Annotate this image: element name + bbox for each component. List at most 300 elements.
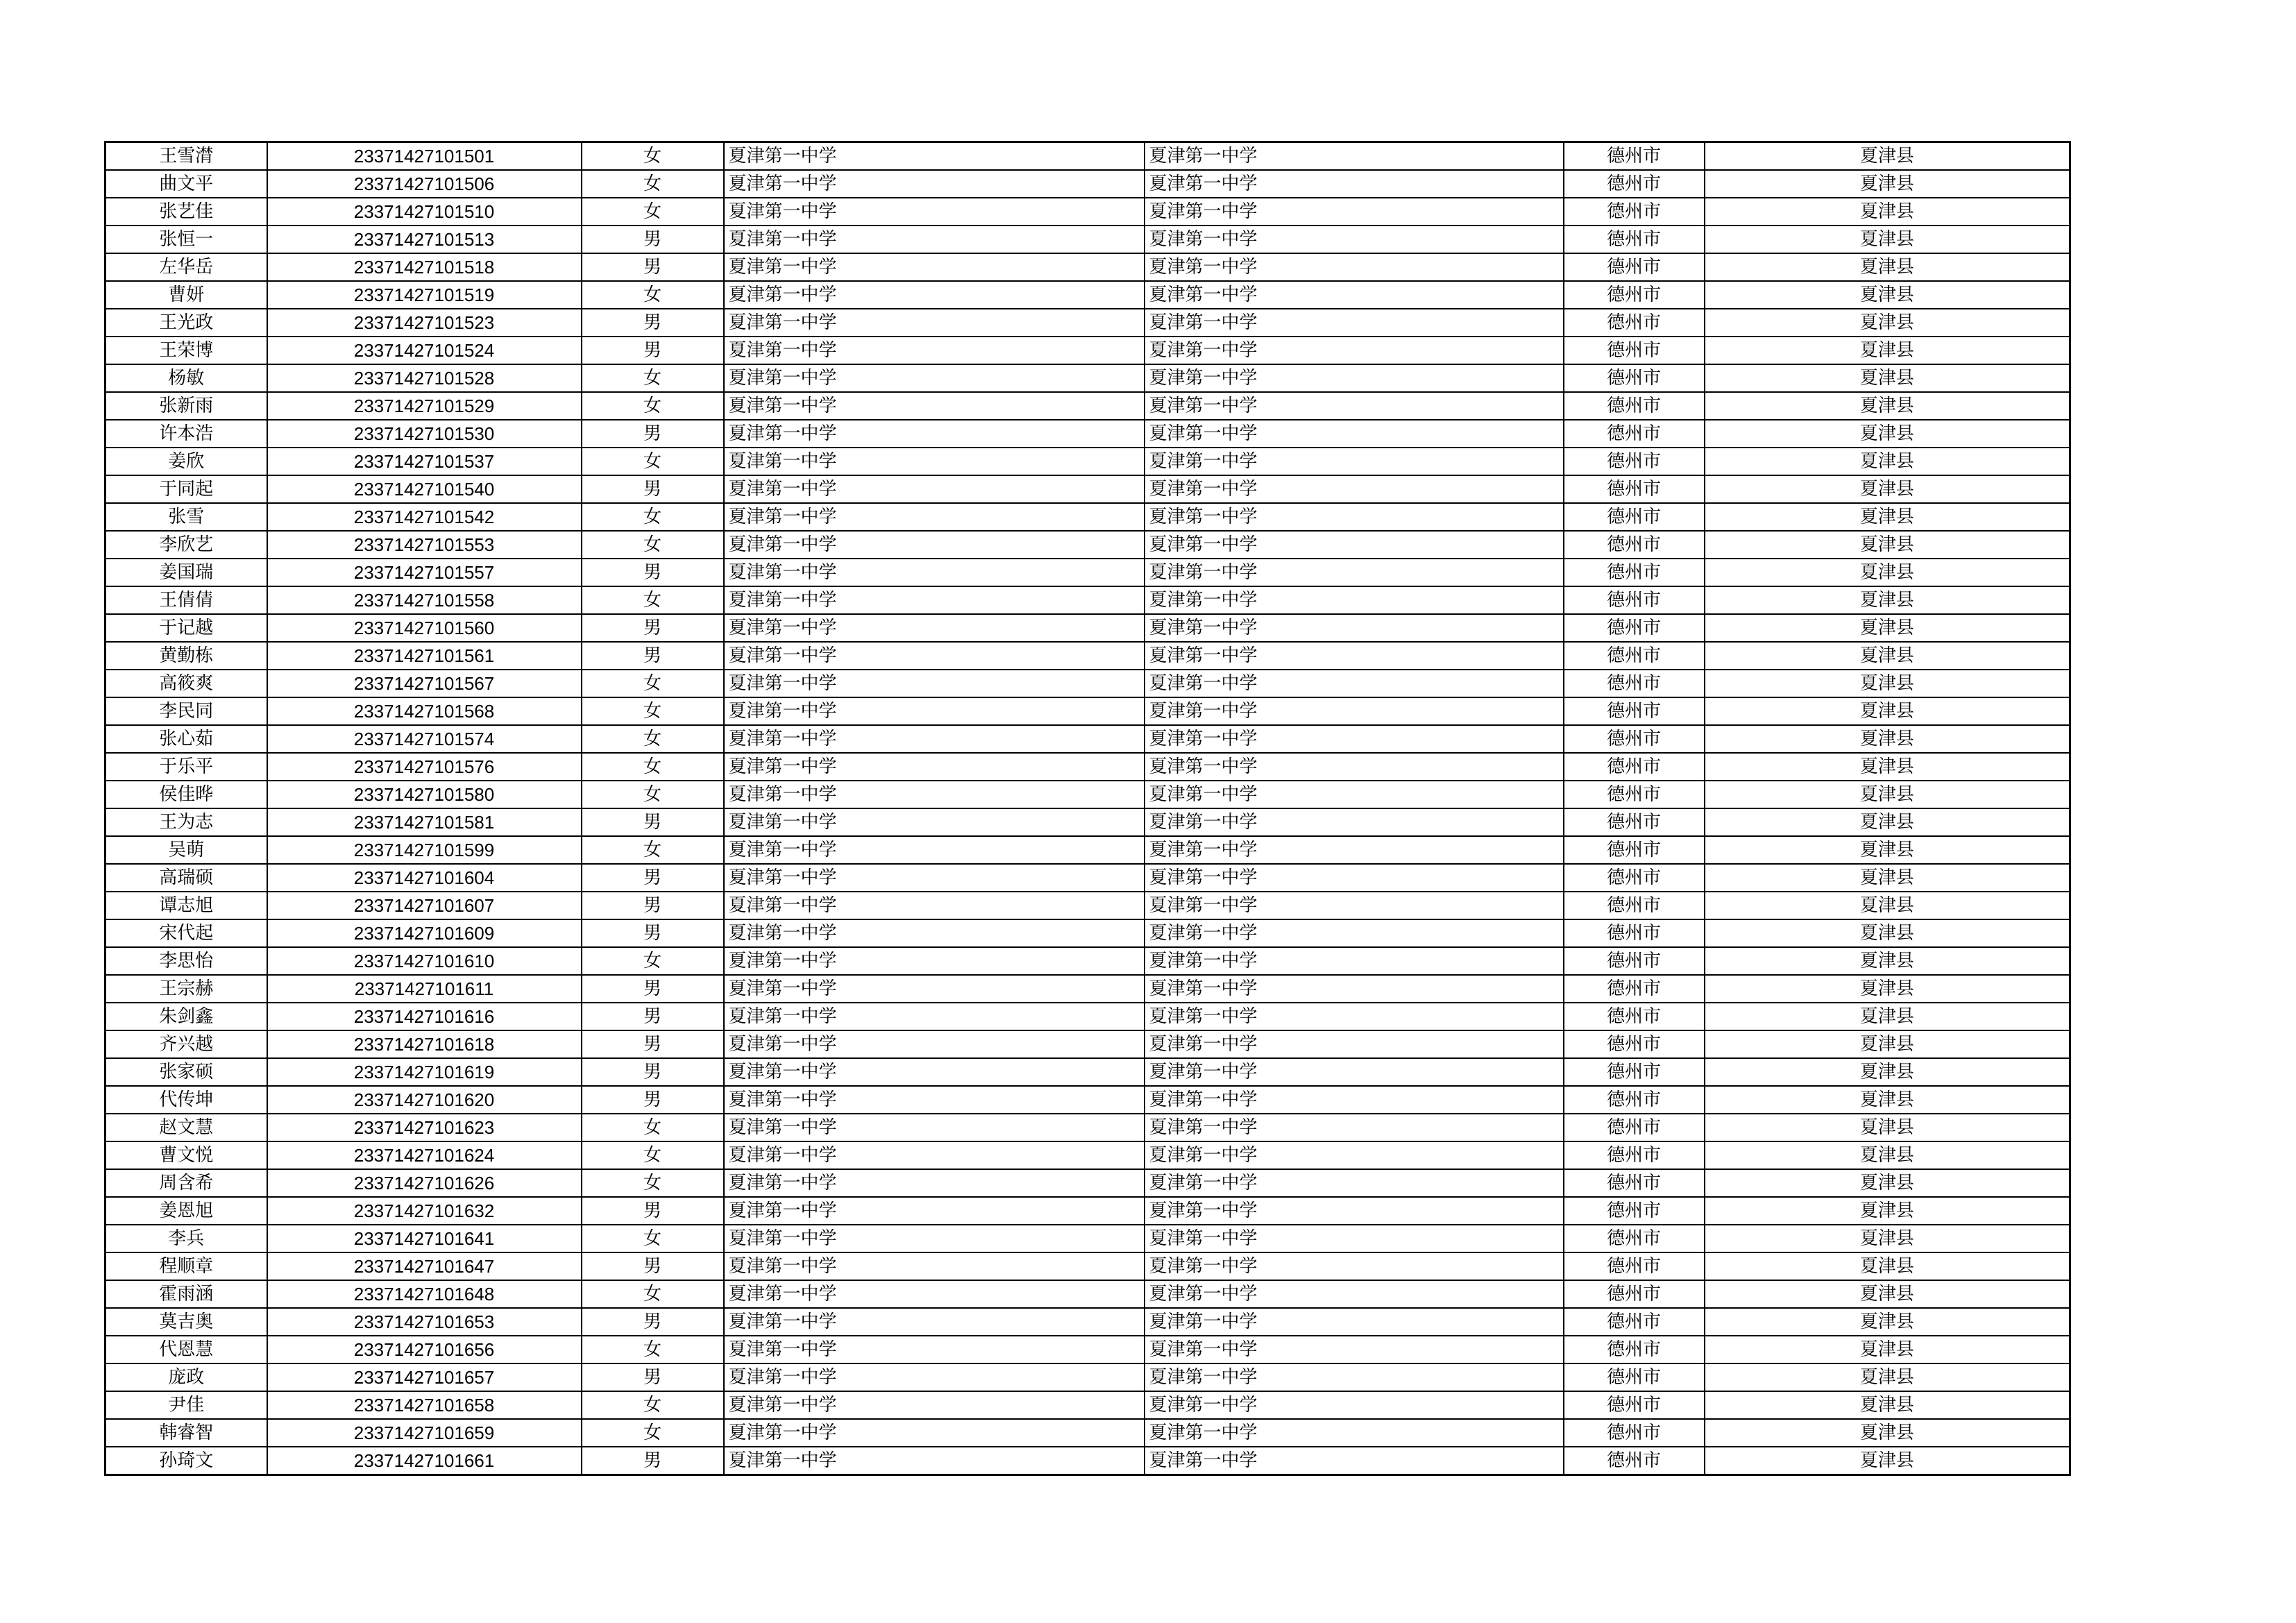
county-cell: 夏津县 [1705,614,2070,642]
gender-cell: 女 [582,142,724,171]
county-cell: 夏津县 [1705,1280,2070,1308]
gender-cell: 女 [582,697,724,725]
student-name-cell: 王为志 [105,808,267,836]
gender-cell: 男 [582,253,724,281]
exam-site-cell: 夏津第一中学 [1145,947,1564,975]
city-cell: 德州市 [1564,836,1705,864]
exam-id-cell: 23371427101623 [267,1114,582,1141]
exam-site-cell: 夏津第一中学 [1145,614,1564,642]
city-cell: 德州市 [1564,1447,1705,1475]
exam-id-cell: 23371427101560 [267,614,582,642]
gender-cell: 女 [582,1169,724,1197]
student-name-cell: 朱剑鑫 [105,1003,267,1030]
table-row [105,836,2070,864]
county-cell: 夏津县 [1705,670,2070,697]
school-cell: 夏津第一中学 [724,1114,1145,1141]
table-row [105,947,2070,975]
city-cell: 德州市 [1564,309,1705,337]
city-cell: 德州市 [1564,448,1705,475]
exam-id-cell: 23371427101557 [267,559,582,586]
county-cell: 夏津县 [1705,1197,2070,1225]
school-cell: 夏津第一中学 [724,1419,1145,1447]
gender-cell: 女 [582,947,724,975]
exam-id-cell: 23371427101657 [267,1363,582,1391]
table-row [105,808,2070,836]
table-row [105,142,2070,171]
city-cell: 德州市 [1564,337,1705,364]
school-cell: 夏津第一中学 [724,614,1145,642]
table-row [105,975,2070,1003]
school-cell: 夏津第一中学 [724,337,1145,364]
exam-id-cell: 23371427101574 [267,725,582,753]
city-cell: 德州市 [1564,808,1705,836]
county-cell: 夏津县 [1705,725,2070,753]
exam-id-cell: 23371427101659 [267,1419,582,1447]
exam-id-cell: 23371427101626 [267,1169,582,1197]
school-cell: 夏津第一中学 [724,170,1145,198]
city-cell: 德州市 [1564,1419,1705,1447]
exam-site-cell: 夏津第一中学 [1145,725,1564,753]
exam-site-cell: 夏津第一中学 [1145,1169,1564,1197]
school-cell: 夏津第一中学 [724,1447,1145,1475]
school-cell: 夏津第一中学 [724,309,1145,337]
gender-cell: 男 [582,475,724,503]
student-name-cell: 王荣博 [105,337,267,364]
table-row [105,864,2070,892]
table-row [105,670,2070,697]
exam-site-cell: 夏津第一中学 [1145,448,1564,475]
exam-site-cell: 夏津第一中学 [1145,919,1564,947]
student-name-cell: 张心茹 [105,725,267,753]
exam-id-cell: 23371427101607 [267,892,582,919]
gender-cell: 女 [582,1336,724,1363]
exam-id-cell: 23371427101658 [267,1391,582,1419]
exam-id-cell: 23371427101530 [267,420,582,448]
gender-cell: 男 [582,1030,724,1058]
exam-id-cell: 23371427101641 [267,1225,582,1252]
exam-site-cell: 夏津第一中学 [1145,309,1564,337]
exam-site-cell: 夏津第一中学 [1145,559,1564,586]
county-cell: 夏津县 [1705,975,2070,1003]
student-name-cell: 赵文慧 [105,1114,267,1141]
student-name-cell: 曲文平 [105,170,267,198]
gender-cell: 男 [582,642,724,670]
county-cell: 夏津县 [1705,1252,2070,1280]
school-cell: 夏津第一中学 [724,1086,1145,1114]
city-cell: 德州市 [1564,1197,1705,1225]
gender-cell: 女 [582,1225,724,1252]
city-cell: 德州市 [1564,1141,1705,1169]
exam-site-cell: 夏津第一中学 [1145,975,1564,1003]
school-cell: 夏津第一中学 [724,642,1145,670]
city-cell: 德州市 [1564,142,1705,171]
county-cell: 夏津县 [1705,1419,2070,1447]
table-row [105,1280,2070,1308]
school-cell: 夏津第一中学 [724,281,1145,309]
exam-id-cell: 23371427101513 [267,226,582,253]
school-cell: 夏津第一中学 [724,947,1145,975]
county-cell: 夏津县 [1705,503,2070,531]
county-cell: 夏津县 [1705,1169,2070,1197]
city-cell: 德州市 [1564,392,1705,420]
exam-site-cell: 夏津第一中学 [1145,1308,1564,1336]
school-cell: 夏津第一中学 [724,531,1145,559]
student-name-cell: 王倩倩 [105,586,267,614]
exam-id-cell: 23371427101632 [267,1197,582,1225]
table-row [105,1169,2070,1197]
table-row [105,753,2070,781]
student-name-cell: 张恒一 [105,226,267,253]
exam-id-cell: 23371427101501 [267,142,582,171]
city-cell: 德州市 [1564,198,1705,226]
table-row [105,919,2070,947]
county-cell: 夏津县 [1705,892,2070,919]
school-cell: 夏津第一中学 [724,1280,1145,1308]
county-cell: 夏津县 [1705,1363,2070,1391]
exam-id-cell: 23371427101524 [267,337,582,364]
exam-id-cell: 23371427101558 [267,586,582,614]
gender-cell: 女 [582,753,724,781]
city-cell: 德州市 [1564,1169,1705,1197]
table-row [105,1419,2070,1447]
county-cell: 夏津县 [1705,170,2070,198]
school-cell: 夏津第一中学 [724,1391,1145,1419]
table-row [105,198,2070,226]
gender-cell: 男 [582,864,724,892]
exam-site-cell: 夏津第一中学 [1145,642,1564,670]
exam-id-cell: 23371427101553 [267,531,582,559]
exam-site-cell: 夏津第一中学 [1145,226,1564,253]
school-cell: 夏津第一中学 [724,559,1145,586]
school-cell: 夏津第一中学 [724,836,1145,864]
student-name-cell: 韩睿智 [105,1419,267,1447]
county-cell: 夏津县 [1705,1308,2070,1336]
school-cell: 夏津第一中学 [724,1141,1145,1169]
county-cell: 夏津县 [1705,1058,2070,1086]
school-cell: 夏津第一中学 [724,253,1145,281]
student-name-cell: 姜欣 [105,448,267,475]
city-cell: 德州市 [1564,226,1705,253]
student-name-cell: 于同起 [105,475,267,503]
exam-site-cell: 夏津第一中学 [1145,1391,1564,1419]
exam-site-cell: 夏津第一中学 [1145,170,1564,198]
county-cell: 夏津县 [1705,919,2070,947]
table-row [105,475,2070,503]
table-row [105,420,2070,448]
gender-cell: 女 [582,836,724,864]
gender-cell: 男 [582,975,724,1003]
city-cell: 德州市 [1564,725,1705,753]
gender-cell: 女 [582,364,724,392]
school-cell: 夏津第一中学 [724,919,1145,947]
gender-cell: 女 [582,170,724,198]
exam-site-cell: 夏津第一中学 [1145,892,1564,919]
student-name-cell: 齐兴越 [105,1030,267,1058]
exam-site-cell: 夏津第一中学 [1145,503,1564,531]
city-cell: 德州市 [1564,170,1705,198]
exam-site-cell: 夏津第一中学 [1145,670,1564,697]
city-cell: 德州市 [1564,670,1705,697]
exam-id-cell: 23371427101568 [267,697,582,725]
county-cell: 夏津县 [1705,1003,2070,1030]
city-cell: 德州市 [1564,614,1705,642]
exam-site-cell: 夏津第一中学 [1145,531,1564,559]
city-cell: 德州市 [1564,559,1705,586]
exam-site-cell: 夏津第一中学 [1145,781,1564,808]
gender-cell: 男 [582,1086,724,1114]
city-cell: 德州市 [1564,864,1705,892]
table-row [105,364,2070,392]
city-cell: 德州市 [1564,1391,1705,1419]
student-name-cell: 曹文悦 [105,1141,267,1169]
school-cell: 夏津第一中学 [724,475,1145,503]
county-cell: 夏津县 [1705,1336,2070,1363]
city-cell: 德州市 [1564,364,1705,392]
city-cell: 德州市 [1564,1280,1705,1308]
school-cell: 夏津第一中学 [724,503,1145,531]
county-cell: 夏津县 [1705,586,2070,614]
exam-site-cell: 夏津第一中学 [1145,142,1564,171]
table-row [105,253,2070,281]
table-row [105,892,2070,919]
table-row [105,559,2070,586]
county-cell: 夏津县 [1705,1030,2070,1058]
county-cell: 夏津县 [1705,226,2070,253]
exam-id-cell: 23371427101581 [267,808,582,836]
exam-id-cell: 23371427101510 [267,198,582,226]
student-name-cell: 尹佳 [105,1391,267,1419]
county-cell: 夏津县 [1705,253,2070,281]
exam-site-cell: 夏津第一中学 [1145,364,1564,392]
city-cell: 德州市 [1564,1225,1705,1252]
exam-id-cell: 23371427101609 [267,919,582,947]
school-cell: 夏津第一中学 [724,753,1145,781]
student-name-cell: 杨敏 [105,364,267,392]
school-cell: 夏津第一中学 [724,808,1145,836]
county-cell: 夏津县 [1705,808,2070,836]
gender-cell: 男 [582,559,724,586]
gender-cell: 男 [582,1003,724,1030]
school-cell: 夏津第一中学 [724,1003,1145,1030]
gender-cell: 男 [582,919,724,947]
exam-id-cell: 23371427101604 [267,864,582,892]
gender-cell: 女 [582,1141,724,1169]
exam-id-cell: 23371427101561 [267,642,582,670]
table-row [105,1197,2070,1225]
county-cell: 夏津县 [1705,947,2070,975]
exam-id-cell: 23371427101647 [267,1252,582,1280]
school-cell: 夏津第一中学 [724,725,1145,753]
exam-id-cell: 23371427101529 [267,392,582,420]
city-cell: 德州市 [1564,281,1705,309]
student-name-cell: 高筱爽 [105,670,267,697]
table-row [105,226,2070,253]
city-cell: 德州市 [1564,919,1705,947]
table-row [105,1225,2070,1252]
gender-cell: 女 [582,448,724,475]
table-row [105,1447,2070,1475]
exam-id-cell: 23371427101506 [267,170,582,198]
exam-site-cell: 夏津第一中学 [1145,1086,1564,1114]
county-cell: 夏津县 [1705,420,2070,448]
table-row [105,170,2070,198]
table-row [105,1030,2070,1058]
student-name-cell: 侯佳晔 [105,781,267,808]
exam-id-cell: 23371427101540 [267,475,582,503]
table-row [105,642,2070,670]
county-cell: 夏津县 [1705,392,2070,420]
city-cell: 德州市 [1564,1003,1705,1030]
county-cell: 夏津县 [1705,364,2070,392]
student-name-cell: 莫吉奥 [105,1308,267,1336]
gender-cell: 男 [582,1447,724,1475]
school-cell: 夏津第一中学 [724,420,1145,448]
table-row [105,1003,2070,1030]
gender-cell: 男 [582,808,724,836]
gender-cell: 男 [582,614,724,642]
county-cell: 夏津县 [1705,1447,2070,1475]
table-row [105,503,2070,531]
county-cell: 夏津县 [1705,864,2070,892]
school-cell: 夏津第一中学 [724,892,1145,919]
student-name-cell: 于记越 [105,614,267,642]
gender-cell: 男 [582,1252,724,1280]
exam-site-cell: 夏津第一中学 [1145,808,1564,836]
student-name-cell: 霍雨涵 [105,1280,267,1308]
table-row [105,531,2070,559]
table-row [105,1308,2070,1336]
exam-site-cell: 夏津第一中学 [1145,1363,1564,1391]
school-cell: 夏津第一中学 [724,1252,1145,1280]
county-cell: 夏津县 [1705,448,2070,475]
school-cell: 夏津第一中学 [724,975,1145,1003]
exam-id-cell: 23371427101523 [267,309,582,337]
city-cell: 德州市 [1564,1252,1705,1280]
school-cell: 夏津第一中学 [724,864,1145,892]
exam-site-cell: 夏津第一中学 [1145,1030,1564,1058]
gender-cell: 男 [582,1197,724,1225]
exam-site-cell: 夏津第一中学 [1145,420,1564,448]
table-row [105,281,2070,309]
student-name-cell: 曹妍 [105,281,267,309]
exam-site-cell: 夏津第一中学 [1145,1419,1564,1447]
school-cell: 夏津第一中学 [724,1308,1145,1336]
county-cell: 夏津县 [1705,642,2070,670]
table-row [105,697,2070,725]
exam-id-cell: 23371427101528 [267,364,582,392]
exam-id-cell: 23371427101599 [267,836,582,864]
exam-id-cell: 23371427101653 [267,1308,582,1336]
exam-site-cell: 夏津第一中学 [1145,1058,1564,1086]
school-cell: 夏津第一中学 [724,1058,1145,1086]
student-name-cell: 张家硕 [105,1058,267,1086]
table-row [105,1336,2070,1363]
student-name-cell: 张雪 [105,503,267,531]
gender-cell: 男 [582,337,724,364]
student-name-cell: 宋代起 [105,919,267,947]
table-row [105,781,2070,808]
exam-site-cell: 夏津第一中学 [1145,1336,1564,1363]
table-row [105,1058,2070,1086]
exam-id-cell: 23371427101620 [267,1086,582,1114]
student-name-cell: 吴萌 [105,836,267,864]
county-cell: 夏津县 [1705,781,2070,808]
student-name-cell: 王雪潸 [105,142,267,171]
table-row [105,614,2070,642]
school-cell: 夏津第一中学 [724,697,1145,725]
county-cell: 夏津县 [1705,1391,2070,1419]
student-name-cell: 姜恩旭 [105,1197,267,1225]
student-name-cell: 李欣艺 [105,531,267,559]
table-row [105,1363,2070,1391]
student-name-cell: 许本浩 [105,420,267,448]
city-cell: 德州市 [1564,1030,1705,1058]
gender-cell: 女 [582,281,724,309]
city-cell: 德州市 [1564,586,1705,614]
school-cell: 夏津第一中学 [724,781,1145,808]
exam-site-cell: 夏津第一中学 [1145,753,1564,781]
gender-cell: 男 [582,1363,724,1391]
exam-site-cell: 夏津第一中学 [1145,697,1564,725]
county-cell: 夏津县 [1705,753,2070,781]
exam-id-cell: 23371427101656 [267,1336,582,1363]
school-cell: 夏津第一中学 [724,1225,1145,1252]
school-cell: 夏津第一中学 [724,670,1145,697]
school-cell: 夏津第一中学 [724,198,1145,226]
city-cell: 德州市 [1564,1086,1705,1114]
exam-site-cell: 夏津第一中学 [1145,864,1564,892]
city-cell: 德州市 [1564,947,1705,975]
exam-site-cell: 夏津第一中学 [1145,836,1564,864]
gender-cell: 女 [582,1114,724,1141]
student-name-cell: 左华岳 [105,253,267,281]
county-cell: 夏津县 [1705,531,2070,559]
student-name-cell: 张艺佳 [105,198,267,226]
county-cell: 夏津县 [1705,475,2070,503]
gender-cell: 女 [582,725,724,753]
school-cell: 夏津第一中学 [724,392,1145,420]
gender-cell: 男 [582,226,724,253]
exam-site-cell: 夏津第一中学 [1145,586,1564,614]
city-cell: 德州市 [1564,697,1705,725]
county-cell: 夏津县 [1705,1114,2070,1141]
exam-site-cell: 夏津第一中学 [1145,1003,1564,1030]
student-name-cell: 姜国瑞 [105,559,267,586]
student-name-cell: 孙琦文 [105,1447,267,1475]
city-cell: 德州市 [1564,892,1705,919]
city-cell: 德州市 [1564,642,1705,670]
county-cell: 夏津县 [1705,697,2070,725]
exam-id-cell: 23371427101580 [267,781,582,808]
city-cell: 德州市 [1564,1058,1705,1086]
school-cell: 夏津第一中学 [724,1030,1145,1058]
exam-site-cell: 夏津第一中学 [1145,1252,1564,1280]
gender-cell: 女 [582,1391,724,1419]
county-cell: 夏津县 [1705,198,2070,226]
exam-id-cell: 23371427101576 [267,753,582,781]
county-cell: 夏津县 [1705,1141,2070,1169]
city-cell: 德州市 [1564,781,1705,808]
city-cell: 德州市 [1564,1308,1705,1336]
table-row [105,1086,2070,1114]
county-cell: 夏津县 [1705,1225,2070,1252]
city-cell: 德州市 [1564,531,1705,559]
gender-cell: 女 [582,531,724,559]
gender-cell: 女 [582,670,724,697]
exam-site-cell: 夏津第一中学 [1145,475,1564,503]
county-cell: 夏津县 [1705,1086,2070,1114]
exam-site-cell: 夏津第一中学 [1145,337,1564,364]
